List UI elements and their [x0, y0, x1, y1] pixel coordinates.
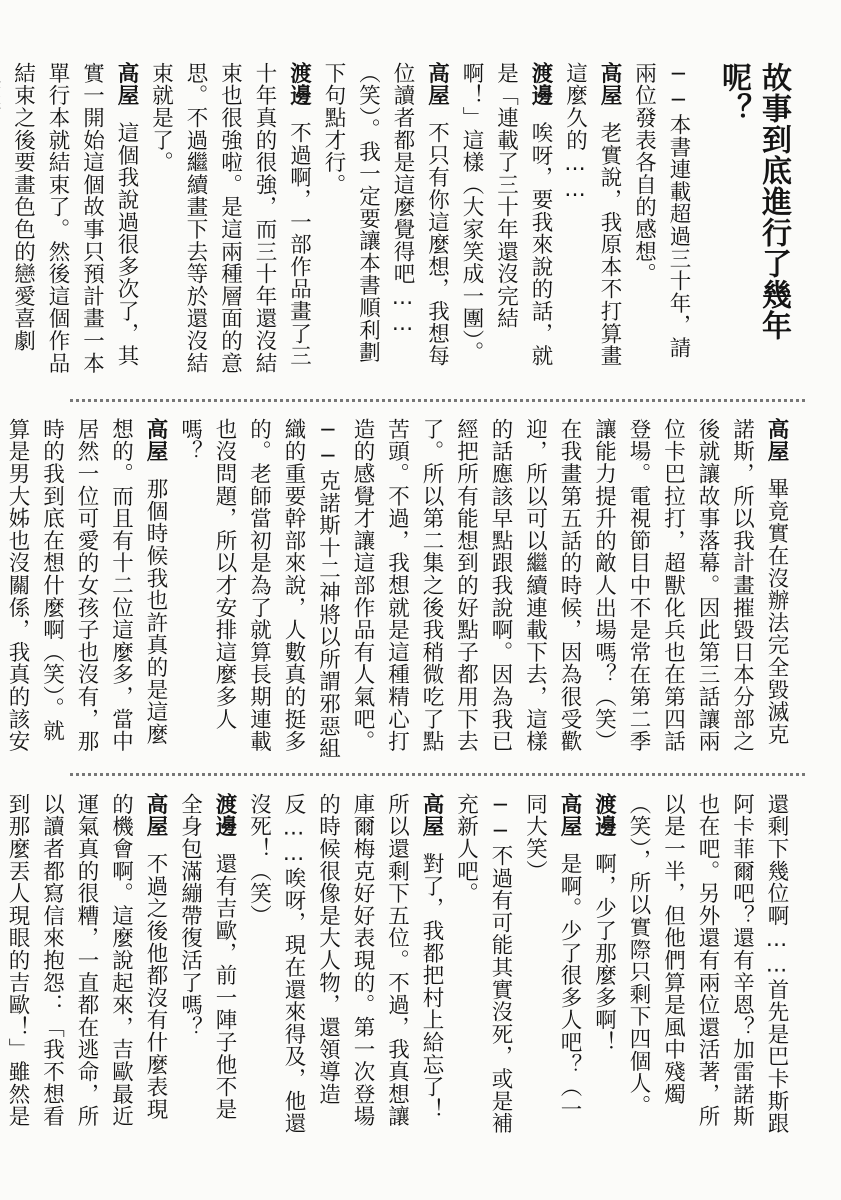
speaker-name: 渡邊: [528, 62, 553, 107]
answer: [586, 793, 621, 1140]
answer-text: 是啊。少了很多人吧？（一同大笑）: [522, 793, 582, 1121]
question: [448, 793, 517, 1140]
question-text: ──不過有可能其實沒死，或是補充新人吧。: [453, 793, 513, 1135]
answer: [0, 793, 172, 1140]
dotted-divider: [70, 399, 805, 402]
answer-text: 畢竟實在沒辦法完全毀滅克諾斯，所以我計畫摧毀日本分部之後就讓故事落幕。因此第三話讓兩位卡巴拉打，超獸化兵也在第四話登場。電視節目中不是常在第二季讓能力提升的敵人出場嗎？（笑）在我畫第五話的時候，因為很受歡迎，所以可以繼續連載下去，這樣的話應該早點跟我說啊。因為我已經把所有能想到的好點子都用下去了。所以第二集之後我稍微吃了點苦頭。不過，我想就是這種精心打造的感覺才讓這部作品有人氣吧。: [350, 418, 789, 753]
answer: [172, 793, 241, 1140]
answer-text: 老實說，我原本不打算畫這麼久的……: [562, 62, 622, 367]
question: [626, 62, 695, 378]
answer: [0, 62, 143, 378]
continued-text: [621, 793, 794, 1140]
answer-text: 不過啊，一部作品畫了三十年真的很強，而三十年還沒結束也很強啦。是這兩種層面的意思。不過繼續畫下去等於還沒結束就是了。: [148, 62, 312, 375]
answer-text: 唉呀，要我來說的話，就是「連載了三十年還沒完結啊！」這樣（大家笑成一團）。: [459, 62, 553, 367]
question-text: ──本書連載超過三十年，請兩位發表各自的感想。: [631, 62, 691, 359]
answer: [557, 62, 626, 378]
answer-text: 啊，少了那麼多啊！: [591, 852, 617, 1054]
answer: [517, 793, 586, 1140]
answer: [454, 62, 558, 378]
speaker-name: 渡邊: [591, 793, 617, 838]
article-title: 故事到底進行了幾年呢？: [716, 62, 791, 341]
speaker-name: 高屋: [764, 418, 789, 463]
answer: [0, 418, 172, 760]
speaker-name: 渡邊: [286, 62, 312, 107]
answer-text: 對了，我都把村上給忘了！所以還剩下五位。不過，我真想讓庫爾梅克好好表現的。第一次登場的時候很像是大人物，還領導造反……唉呀，現在還來得及，他還沒死！（笑）: [246, 793, 444, 1135]
interview-tier-2: [5, 418, 793, 760]
speaker-name: 高屋: [143, 793, 168, 838]
dotted-divider: [70, 773, 805, 776]
interview-tier-1: [10, 62, 793, 378]
speaker-name: 高屋: [114, 62, 139, 107]
answer-text: 不只有你這麼想，我想每位讀者都是這麼覺得吧……（笑）。我一定要讓本書順利劃下句點才行。: [321, 62, 450, 367]
answer-text: 還剩下幾位啊……首先是巴卡斯跟阿卡菲爾吧？還有辛恩？加雷諾斯也在吧。另外還有兩位還活著，所以是一半，但他們算是風中殘燭（笑），所以實際只剩下四個人。: [626, 793, 789, 1135]
question: [172, 418, 345, 760]
speaker-name: 高屋: [557, 793, 582, 838]
interview-tier-3: [5, 793, 793, 1140]
answer-text: 還有吉歐，前一陣子他不是全身包滿繃帶復活了嗎？: [177, 793, 237, 1121]
answer-text: 那個時候我也許真的是這麼想的。而且有十二位這麼多，當中居然一位可愛的女孩子也沒有，那時的我到底在想什麼啊（笑）。就算是男大姊也沒關係，我真的該安: [5, 418, 168, 753]
answer-text: 不過之後他都沒有什麼表現的機會啊。這麼說起來，吉歐最近運氣真的很糟，一直都在逃命，所以讀者都寫信來抱怨：「我不想看到那麼丟人現眼的吉歐！」雖然是: [5, 793, 168, 1128]
answer: [143, 62, 316, 378]
speaker-name: 高屋: [597, 62, 622, 107]
answer: [241, 793, 448, 1140]
answer-text: 這個我說過很多次了，其實一開始這個故事只預計畫一本單行本就結束了。然後這個作品結束之後要畫色色的戀愛喜劇: [10, 62, 139, 375]
speaker-name: 高屋: [143, 418, 168, 463]
question-text: ──克諾斯十二神將以所謂邪惡組織的重要幹部來說，人數真的挺多的。老師當初是為了就算長期連載也沒問題，所以才安排這麼多人嗎？: [177, 418, 341, 760]
answer: [345, 418, 794, 760]
speaker-name: 高屋: [424, 62, 450, 107]
speaker-name: 渡邊: [212, 793, 237, 838]
speaker-name: 高屋: [419, 793, 444, 838]
answer: [316, 62, 454, 378]
